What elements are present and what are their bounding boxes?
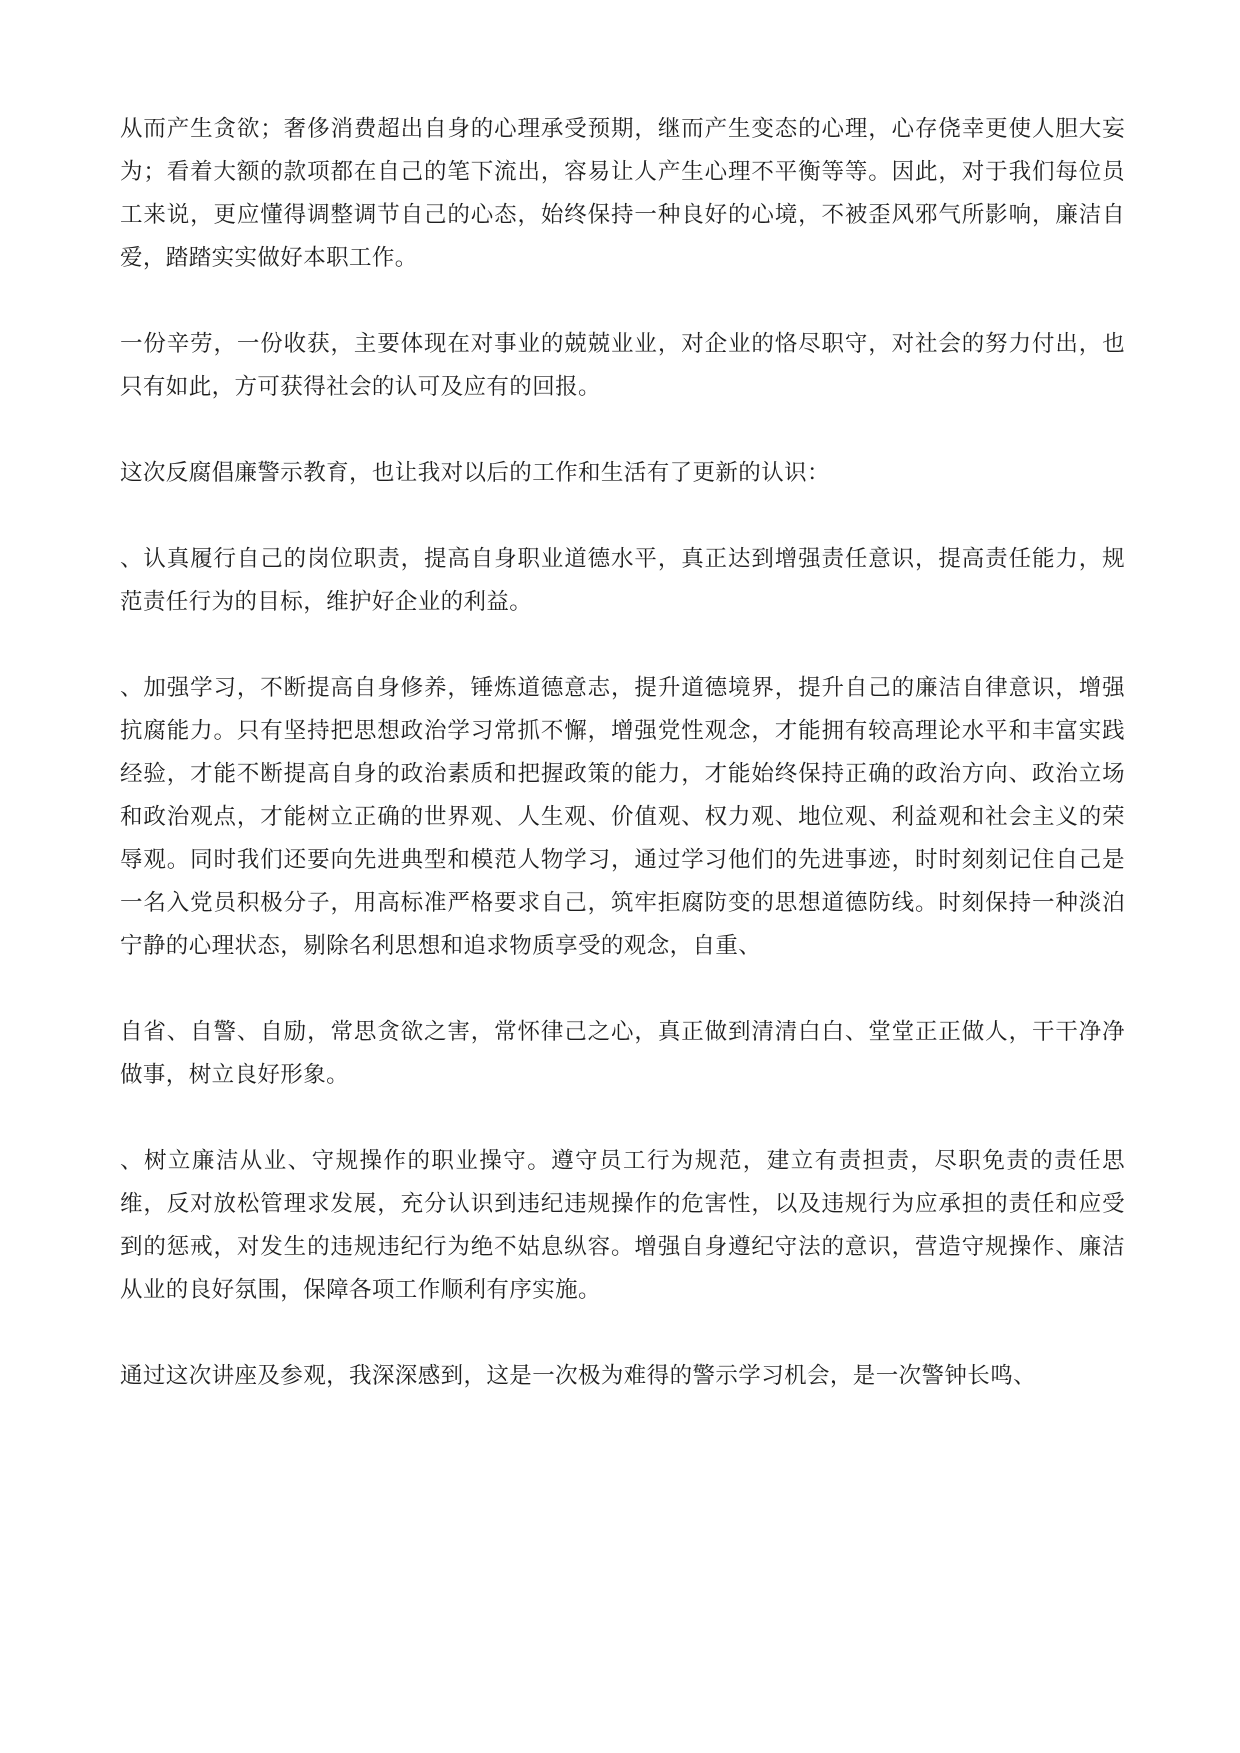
paragraph-self-reflection: 自省、自警、自励，常思贪欲之害，常怀律己之心，真正做到清清白白、堂堂正正做人，干干净净做事，树立良好形象。 bbox=[120, 1019, 1125, 1088]
paragraph-diligence: 一份辛劳，一份收获，主要体现在对事业的兢兢业业，对企业的恪尽职守，对社会的努力付出，也只有如此，方可获得社会的认可及应有的回报。 bbox=[120, 331, 1125, 400]
document-body bbox=[120, 108, 1125, 1441]
paragraph-study: 、加强学习，不断提高自身修养，锤炼道德意志，提升道德境界，提升自己的廉洁自律意识，增强抗腐能力。只有坚持把思想政治学习常抓不懈，增强党性观念，才能拥有较高理论水平和丰富实践经验，才能不断提高自身的政治素质和把握政策的能力，才能始终保持正确的政治方向、政治立场和政治观点，才能树立正确的世界观、人生观、价值观、权力观、地位观、利益观和社会主义的荣辱观。同时我们还要向先进典型和模范人物学习，通过学习他们的先进事迹，时时刻刻记住自己是一名入党员积极分子，用高标准严格要求自己，筑牢拒腐防变的思想道德防线。时刻保持一种淡泊宁静的心理状态，剔除名利思想和追求物质享受的观念，自重、 bbox=[120, 675, 1125, 959]
paragraph-mindset: 从而产生贪欲；奢侈消费超出自身的心理承受预期，继而产生变态的心理，心存侥幸更使人胆大妄为；看着大额的款项都在自己的笔下流出，容易让人产生心理不平衡等等。因此，对于我们每位员工来说，更应懂得调整调节自己的心态，始终保持一种良好的心境，不被歪风邪气所影响，廉洁自爱，踏踏实实做好本职工作。 bbox=[120, 116, 1125, 271]
paragraph-duty: 、认真履行自己的岗位职责，提高自身职业道德水平，真正达到增强责任意识，提高责任能力，规范责任行为的目标，维护好企业的利益。 bbox=[120, 546, 1125, 615]
paragraph-lecture: 通过这次讲座及参观，我深深感到，这是一次极为难得的警示学习机会，是一次警钟长鸣、 bbox=[120, 1363, 1037, 1389]
paragraph-integrity: 、树立廉洁从业、守规操作的职业操守。遵守员工行为规范，建立有责担责，尽职免责的责任思维，反对放松管理求发展，充分认识到违纪违规操作的危害性，以及违规行为应承担的责任和应受到的惩戒，对发生的违规违纪行为绝不姑息纵容。增强自身遵纪守法的意识，营造守规操作、廉洁从业的良好氛围，保障各项工作顺利有序实施。 bbox=[120, 1148, 1125, 1303]
paragraph-new-understanding: 这次反腐倡廉警示教育，也让我对以后的工作和生活有了更新的认识： bbox=[120, 460, 830, 486]
